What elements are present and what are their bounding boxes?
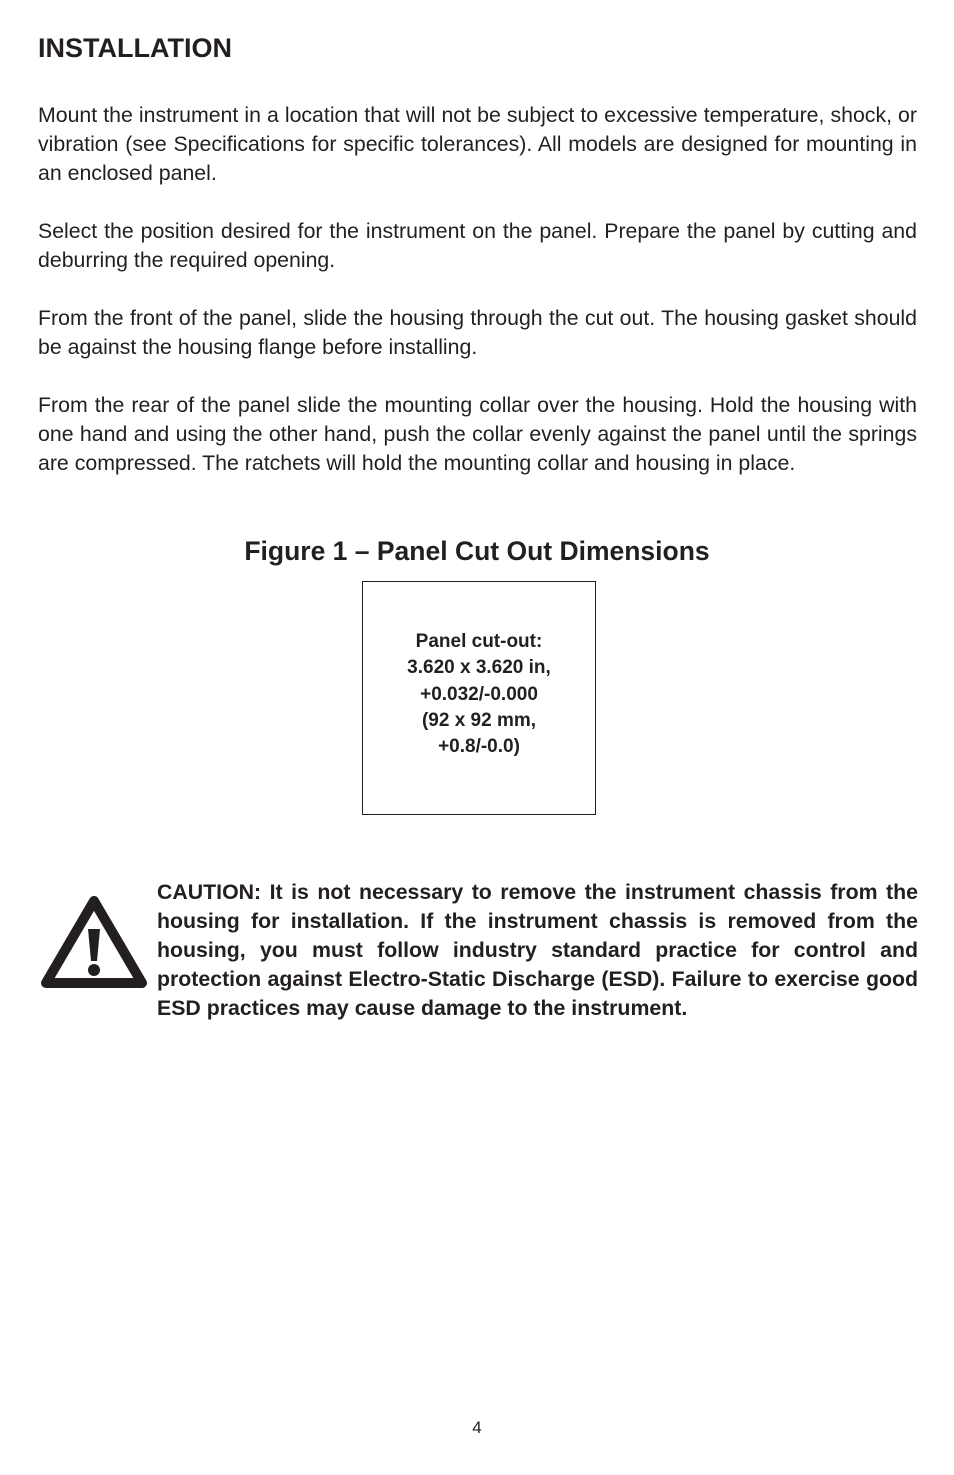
paragraph-housing-insertion: From the front of the panel, slide the housing through the cut out. The housing gasket should be against the housing flange before installing.: [38, 306, 917, 359]
cutout-line: +0.8/-0.0): [438, 736, 520, 758]
caution-text: CAUTION: It is not necessary to remove the instrument chassis from the housing for installation. If the instrument chassis is removed from the housing, you must follow industry standard practice for control and protection against Electro-Static Discharge (ESD). Failure to exercise good ESD practices may cause damage to the instrument.: [157, 880, 918, 1020]
paragraph-panel-preparation: Select the position desired for the instrument on the panel. Prepare the panel by cutting and deburring the required opening.: [38, 219, 917, 272]
cutout-dimensions-label: [363, 629, 595, 760]
paragraph-mounting-location: Mount the instrument in a location that will not be subject to excessive temperature, shock, or vibration (see Specifications for specific tolerances). All models are designed for mounting in an enclosed panel.: [38, 103, 917, 185]
panel-cutout-diagram: [362, 581, 596, 815]
page-number: 4: [472, 1418, 482, 1437]
figure-title: Figure 1 – Panel Cut Out Dimensions: [244, 536, 710, 566]
cutout-line: 3.620 x 3.620 in,: [407, 657, 551, 679]
section-heading: INSTALLATION: [38, 33, 232, 63]
warning-triangle-icon: [40, 894, 148, 990]
cutout-line: (92 x 92 mm,: [421, 709, 537, 731]
cutout-line: +0.032/-0.000: [420, 683, 538, 705]
paragraph-mounting-collar: From the rear of the panel slide the mounting collar over the housing. Hold the housing with one hand and using the other hand, push the collar evenly against the panel until the springs are compressed. The ratchets will hold the mounting collar and housing in place.: [38, 393, 917, 475]
cutout-line: Panel cut-out:: [415, 631, 543, 652]
